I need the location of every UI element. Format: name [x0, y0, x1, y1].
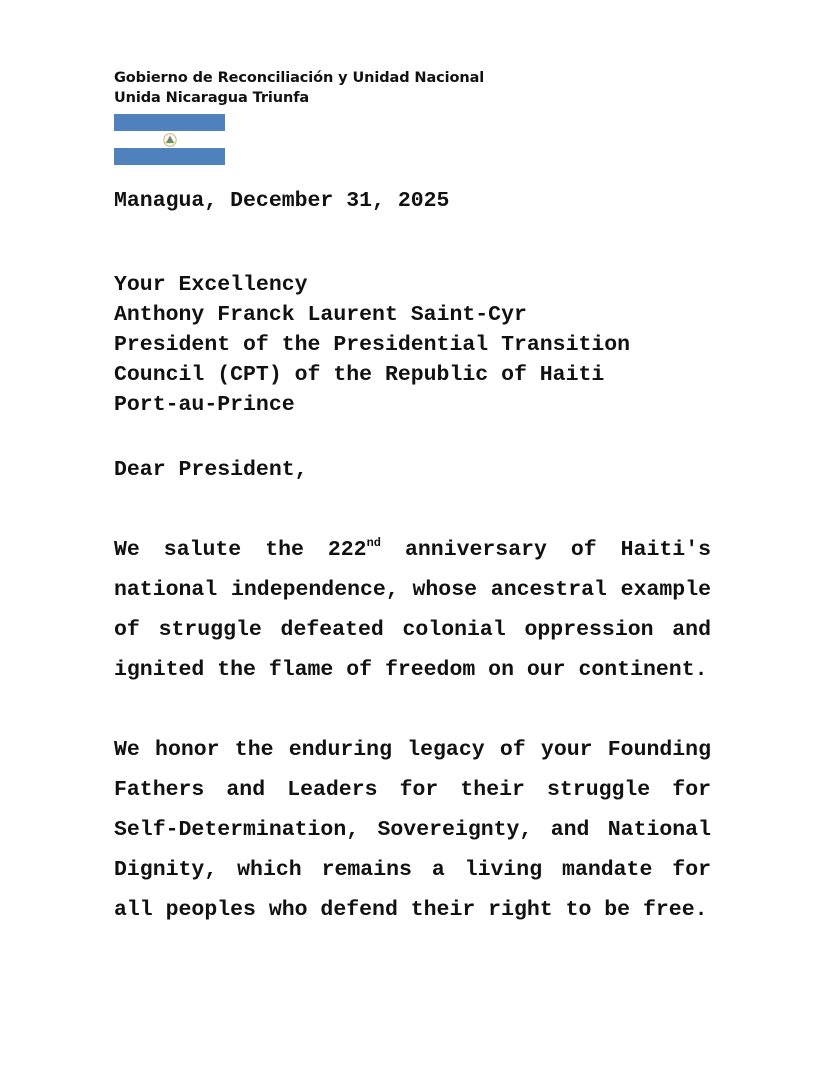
letterhead: [114, 68, 484, 108]
paragraph-line: [114, 530, 711, 570]
coat-of-arms-icon: [163, 133, 177, 147]
paragraph-line: all peoples who defend their right to be free.: [114, 898, 708, 922]
government-name: Gobierno de Reconciliación y Unidad Nacional: [114, 70, 485, 86]
government-slogan: Unida Nicaragua Triunfa: [114, 90, 310, 106]
body-paragraph-1: [114, 530, 711, 690]
recipient-title-line2: Council (CPT) of the Republic of Haiti: [114, 363, 605, 387]
recipient-honorific: Your Excellency: [114, 273, 308, 297]
nicaragua-flag-icon: [114, 114, 225, 165]
paragraph-line: We honor the enduring legacy of your Founding: [114, 738, 711, 762]
salutation: Dear President,: [114, 458, 308, 482]
recipient-name: Anthony Franck Laurent Saint-Cyr: [114, 303, 527, 327]
letter-date: Managua, December 31, 2025: [114, 189, 450, 213]
ordinal-suffix: nd: [366, 536, 381, 550]
paragraph-line: ignited the flame of freedom on our continent.: [114, 658, 708, 682]
flag-middle-band: [114, 131, 225, 148]
recipient-title-line1: President of the Presidential Transition: [114, 333, 631, 357]
flag-bottom-band: [114, 148, 225, 165]
recipient-city: Port-au-Prince: [114, 393, 295, 417]
recipient-address: [114, 270, 630, 420]
paragraph-line: of struggle defeated colonial oppression and: [114, 618, 711, 642]
text-segment: We salute the 222: [114, 538, 367, 562]
flag-top-band: [114, 114, 225, 131]
paragraph-line: Self-Determination, Sovereignty, and National: [114, 818, 711, 842]
paragraph-line: Dignity, which remains a living mandate for: [114, 858, 711, 882]
body-paragraph-2: [114, 730, 711, 930]
paragraph-line: national independence, whose ancestral example: [114, 578, 711, 602]
text-segment: anniversary of Haiti's: [381, 538, 711, 562]
paragraph-line: Fathers and Leaders for their struggle for: [114, 778, 711, 802]
